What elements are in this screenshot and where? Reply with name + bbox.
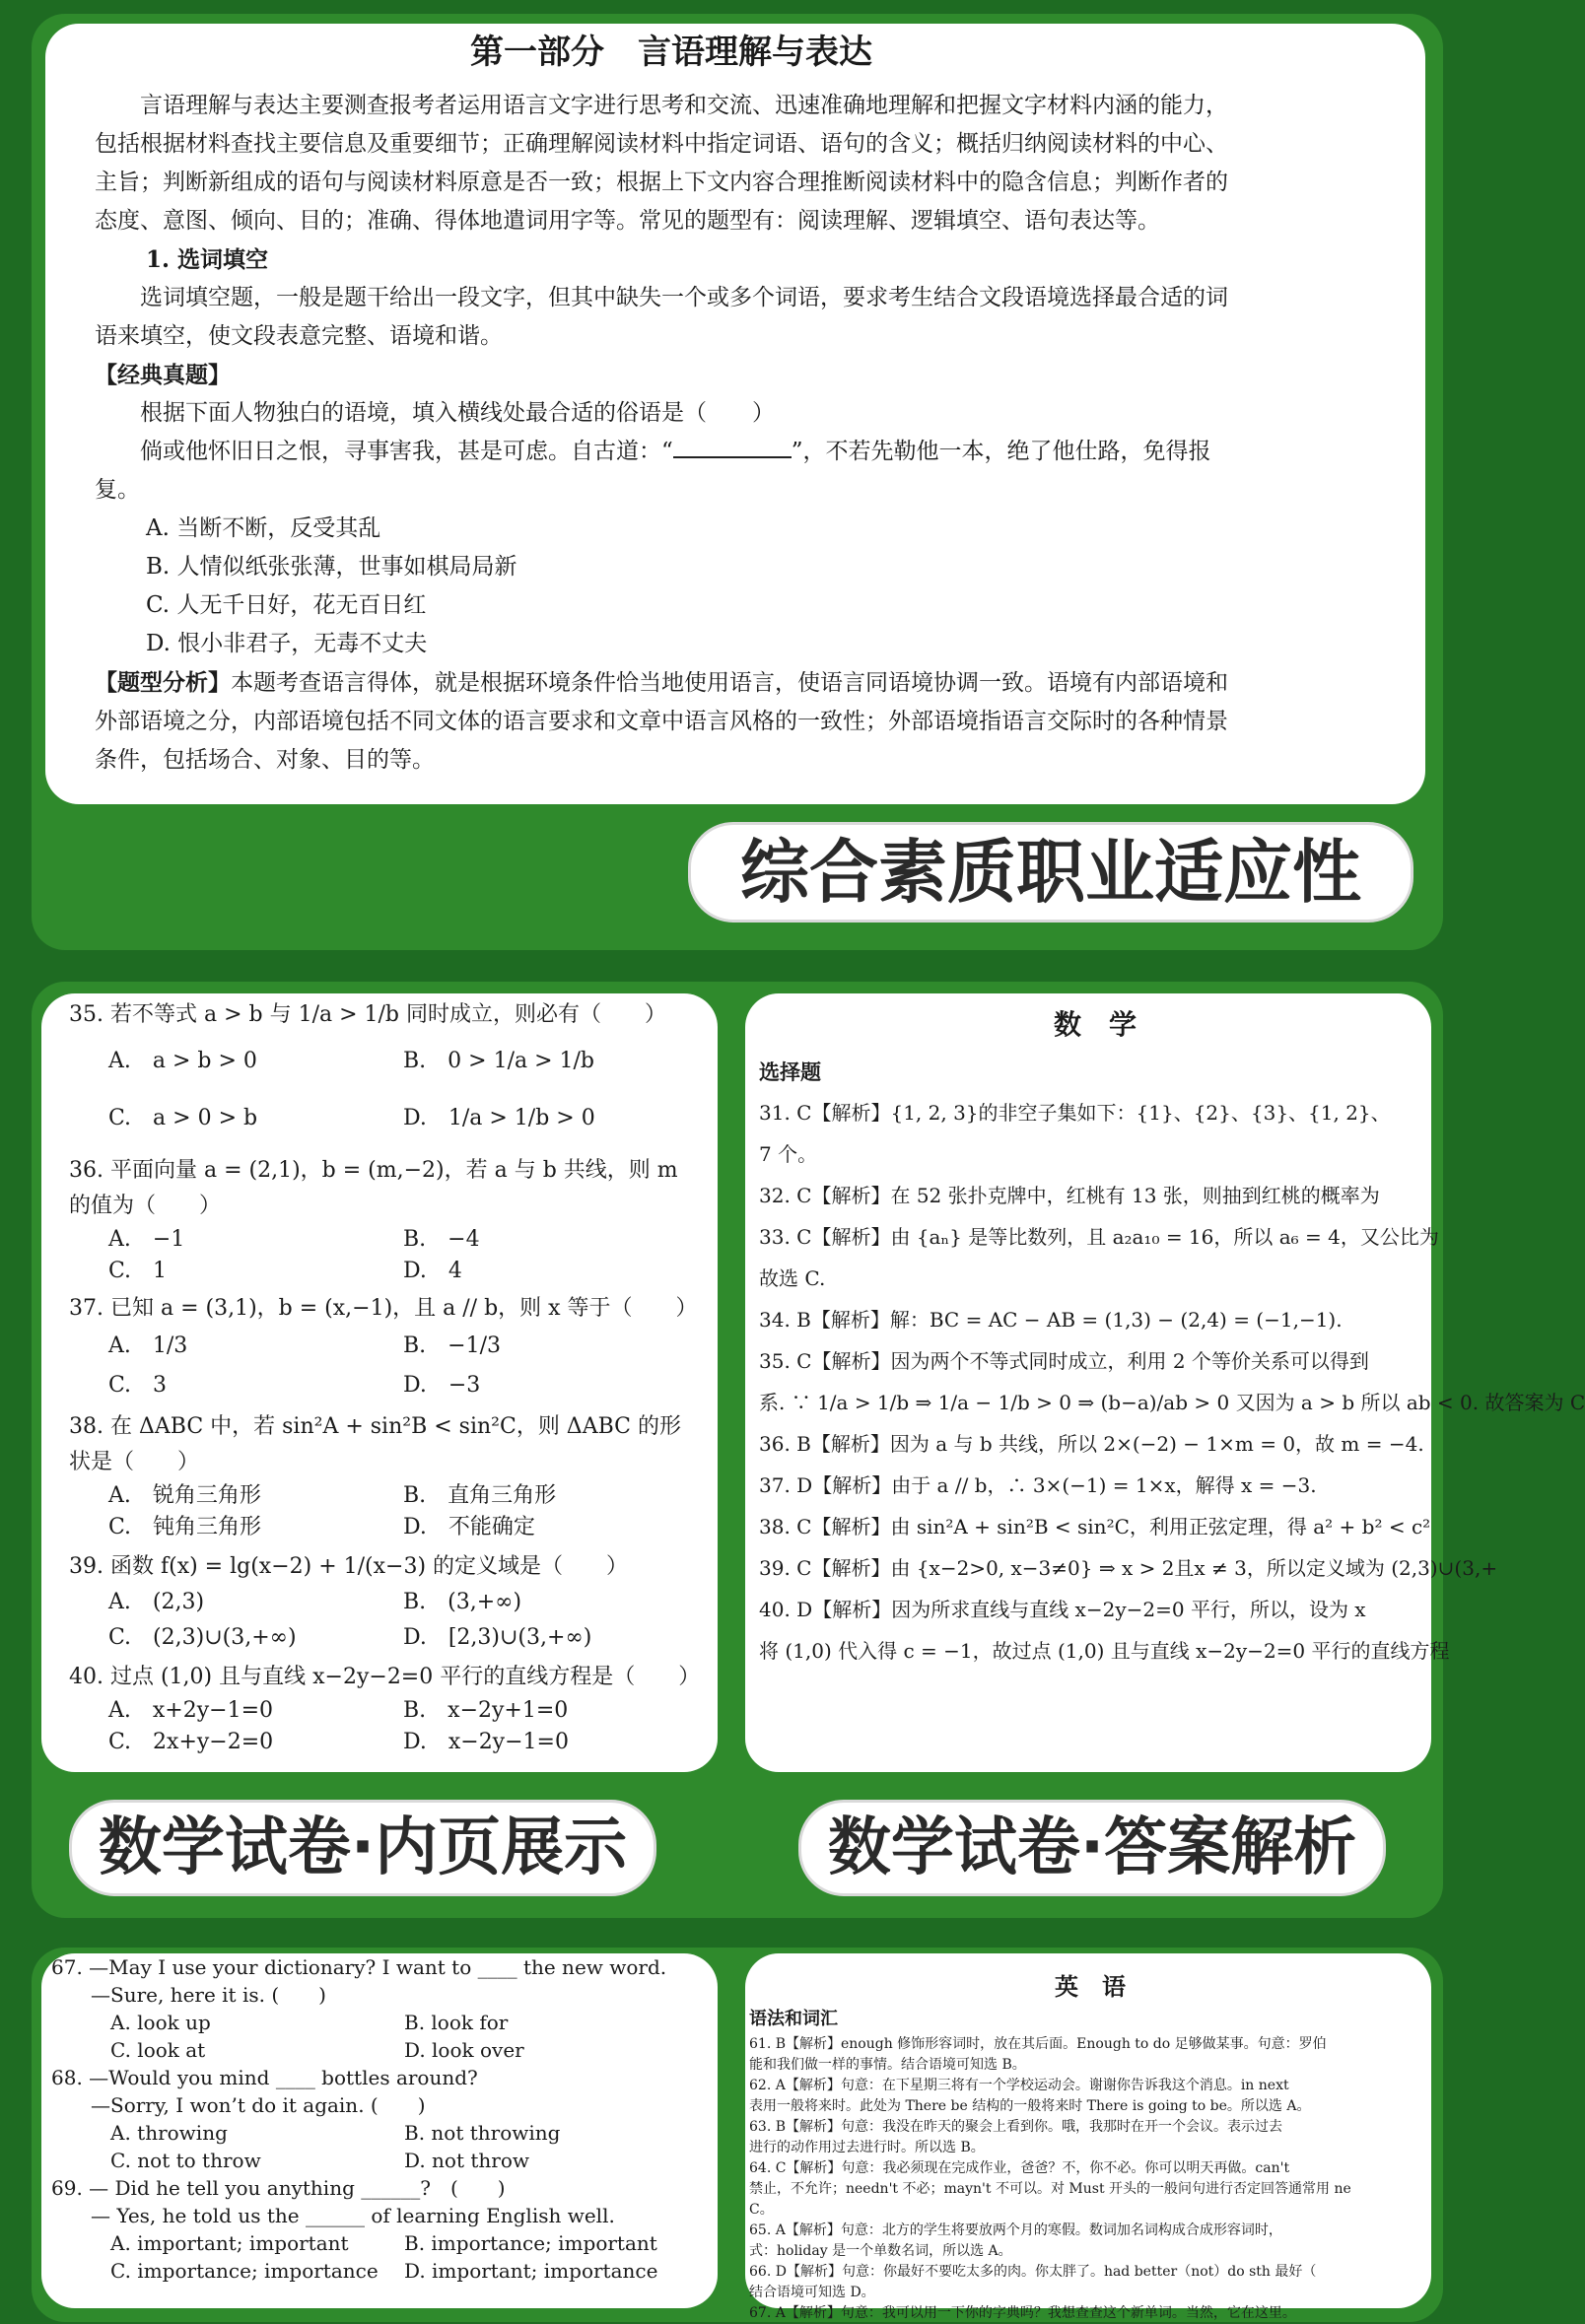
analysis-body: 本题考查语言得体，就是根据环境条件恰当地使用语言，使语言同语境协调一致。语境有内部语境和外部语境之分，内部语境包括不同文体的语言要求和文章中语言风格的一致性；外部语境指语言交际时的各种情景条件，包括场合、对象、目的等。 [95, 670, 1228, 773]
eng-q67-a: A. look up [110, 2011, 211, 2034]
eng-q68-c: C. not to throw [110, 2149, 261, 2172]
math-answers-title: 数 学 [1053, 1008, 1137, 1041]
math-q37-b: B. −1/3 [403, 1333, 502, 1358]
eng-q69a: 69. — Did he tell you anything ______? ( ) [51, 2176, 506, 2200]
eng-answer-list [749, 2034, 1431, 2324]
math-q37-d: D. −3 [403, 1373, 481, 1398]
math-answer-line: 系. ∵ 1/a > 1/b ⇒ 1/a − 1/b > 0 ⇒ (b−a)/ab > 0 又因为 a > b 所以 ab < 0. 故答案为 C [759, 1391, 1585, 1414]
math-q40-b: B. x−2y+1=0 [403, 1698, 569, 1723]
math-q40: 40. 过点 (1,0) 且与直线 x−2y−2=0 平行的直线方程是（ ） [69, 1665, 701, 1689]
card-verbal-page [45, 24, 1425, 804]
math-q39: 39. 函数 f(x) = lg(x−2) + 1/(x−3) 的定义域是（ ） [69, 1554, 629, 1579]
stem-part-a: 倘或他怀旧日之恨，寻事害我，甚是可虑。自古道：“ [140, 439, 673, 464]
option-d: D. 恨小非君子，无毒不丈夫 [146, 631, 428, 656]
fill-blank [673, 456, 792, 458]
card-math-questions [41, 993, 718, 1772]
eng-q68-d: D. not throw [404, 2149, 529, 2172]
eng-q68a: 68. —Would you mind ____ bottles around? [51, 2066, 478, 2089]
math-answer-line: 7 个。 [759, 1142, 818, 1166]
math-q38: 38. 在 ΔABC 中，若 sin²A + sin²B < sin²C，则 ΔABC 的形状是（ ） [69, 1414, 681, 1474]
page-title: 第一部分 言语理解与表达 [470, 33, 872, 72]
math-q40-a: A. x+2y−1=0 [108, 1698, 274, 1723]
eng-answer-line: 65. A【解析】句意：北方的学生将要放两个月的寒假。数词加名词构成合成形容词时， [749, 2222, 1282, 2238]
math-answer-line: 33. C【解析】由 {aₙ} 是等比数列，且 a₂a₁₀ = 16，所以 a₆ = 4，又公比为 [759, 1225, 1439, 1249]
math-q39-a: A. (2,3) [108, 1590, 205, 1614]
card-english-questions [41, 1953, 718, 2308]
eng-answers-title: 英 语 [1055, 1973, 1126, 2001]
math-q37: 37. 已知 a = (3,1)，b = (x,−1)，且 a // b，则 x 等于（ ） [69, 1296, 698, 1321]
eng-q68-b: B. not throwing [404, 2121, 561, 2145]
eng-answer-line: 67. A【解析】句意：我可以用一下你的字典吗？我想查查这个新单词。当然，它在这里。 [749, 2305, 1296, 2321]
math-q36-c: C. 1 [108, 1259, 168, 1283]
math-q35: 35. 若不等式 a > b 与 1/a > 1/b 同时成立，则必有（ ） [69, 1002, 667, 1027]
subheading-text: 选词填空题，一般是题干给出一段文字，但其中缺失一个或多个词语，要求考生结合文段语境选择最合适的词语来填空，使文段表意完整、语境和谐。 [95, 285, 1228, 349]
math-q36-a: A. −1 [108, 1227, 185, 1252]
math-answer-line: 37. D【解析】由于 a // b，∴ 3×(−1) = 1×x，解得 x = −3. [759, 1473, 1317, 1497]
option-a: A. 当断不断，反受其乱 [146, 515, 381, 541]
math-answer-line: 40. D【解析】因为所求直线与直线 x−2y−2=0 平行，所以，设为 x [759, 1598, 1366, 1621]
classic-label: 【经典真题】 [95, 362, 231, 388]
eng-answer-line: 64. C【解析】句意：我必须现在完成作业，爸爸？不，你不必。你可以明天再做。can't [749, 2160, 1290, 2176]
eng-q69-a: A. important; important [110, 2231, 349, 2255]
math-q36-d: D. 4 [403, 1259, 462, 1283]
math-q37-c: C. 3 [108, 1373, 168, 1398]
eng-answer-line: 61. B【解析】enough 修饰形容词时，放在其后面。Enough to do 足够做某事。句意：罗伯 [749, 2036, 1327, 2052]
option-c: C. 人无千日好，花无百日红 [146, 592, 427, 618]
eng-answer-line: 禁止，不允许；needn't 不必；mayn't 不可以。对 Must 开头的一般问句进行否定回答通常用 ne [749, 2181, 1351, 2197]
math-answer-line: 32. C【解析】在 52 张扑克牌中，红桃有 13 张，则抽到红桃的概率为 [759, 1184, 1380, 1207]
eng-answer-line: 进行的动作用过去进行时。所以选 B。 [749, 2140, 985, 2155]
math-answer-line: 故选 C. [759, 1266, 826, 1290]
stem-part-b: ”，不若先勒他一本，绝了他仕路，免得报复。 [95, 439, 1211, 503]
analysis-text [95, 663, 1248, 780]
banner-math-answers: 数学试卷·答案解析 [798, 1800, 1386, 1896]
banner-math-pages: 数学试卷·内页展示 [69, 1800, 656, 1896]
eng-q67-d: D. look over [404, 2038, 524, 2062]
intro-text: 言语理解与表达主要测查报考者运用语言文字进行思考和交流、迅速准确地理解和把握文字材料内涵的能力，包括根据材料查找主要信息及重要细节；正确理解阅读材料中指定词语、语句的含义；概括归纳阅读材料的中心、主旨；判断新组成的语句与阅读材料原意是否一致；根据上下文内容合理推断阅读材料中的隐含信息；判断作者的态度、意图、倾向、目的；准确、得体地遣词用字等。常见的题型有：阅读理解、逻辑填空、语句表达等。 [95, 93, 1228, 234]
eng-answer-line: 结合语境可知选 D。 [749, 2285, 875, 2300]
analysis-label: 【题型分析】 [95, 669, 231, 696]
card-english-answers [745, 1953, 1431, 2321]
math-answer-line: 35. C【解析】因为两个不等式同时成立，利用 2 个等价关系可以得到 [759, 1349, 1369, 1373]
eng-q67a: 67. —May I use your dictionary? I want to ____ the new word. [51, 1955, 667, 1979]
eng-q67-b: B. look for [404, 2011, 509, 2034]
math-q35-d: D. 1/a > 1/b > 0 [403, 1106, 595, 1130]
eng-answer-line: 63. B【解析】句意：我没在昨天的聚会上看到你。哦，我那时在开一个会议。表示过去 [749, 2119, 1283, 2135]
eng-q69b: — Yes, he told us the ______ of learning English well. [91, 2204, 615, 2227]
eng-answer-line: 表用一般将来时。此处为 There be 结构的一般将来时 There is going to be。所以选 A。 [749, 2098, 1311, 2114]
math-q35-a: A. a > b > 0 [108, 1049, 257, 1073]
math-q39-d: D. [2,3)∪(3,+∞) [403, 1625, 592, 1650]
eng-answer-line: 式：holiday 是一个单数名词，所以选 A。 [749, 2243, 1012, 2259]
option-b: B. 人情似纸张张薄，世事如棋局局新 [146, 554, 517, 580]
eng-q67-c: C. look at [110, 2038, 206, 2062]
math-answer-list [759, 1092, 1585, 1672]
math-q38-b: B. 直角三角形 [403, 1483, 557, 1508]
math-q38-c: C. 钝角三角形 [108, 1515, 262, 1539]
eng-q68b: —Sorry, I won’t do it again. ( ) [91, 2093, 426, 2117]
math-q36: 36. 平面向量 a = (2,1)，b = (m,−2)，若 a 与 b 共线，则 m 的值为（ ） [69, 1158, 678, 1218]
math-q37-a: A. 1/3 [108, 1333, 188, 1358]
eng-answer-line: C。 [749, 2202, 774, 2218]
eng-answer-line: 能和我们做一样的事情。结合语境可知选 B。 [749, 2057, 1026, 2073]
math-q39-b: B. (3,+∞) [403, 1590, 522, 1614]
eng-q67b: —Sure, here it is. ( ) [91, 1983, 326, 2007]
card-math-answers [745, 993, 1585, 1772]
question-text: 根据下面人物独白的语境，填入横线处最合适的俗语是（ ） [140, 400, 775, 426]
math-q35-c: C. a > 0 > b [108, 1106, 258, 1130]
eng-q69-c: C. importance; importance [110, 2259, 379, 2283]
math-answer-line: 38. C【解析】由 sin²A + sin²B < sin²C，利用正弦定理，得 a² + b² < c² [759, 1515, 1431, 1538]
eng-answer-line: 62. A【解析】句意：在下星期三将有一个学校运动会。谢谢你告诉我这个消息。in next [749, 2078, 1289, 2093]
math-q39-c: C. (2,3)∪(3,+∞) [108, 1625, 297, 1650]
eng-q68-a: A. throwing [110, 2121, 228, 2145]
question-stem [95, 433, 1248, 510]
math-answer-line: 31. C【解析】{1, 2, 3}的非空子集如下：{1}、{2}、{3}、{1, 2}、 [759, 1101, 1391, 1125]
math-answer-line: 34. B【解析】解：BC = AC − AB = (1,3) − (2,4) = (−1,−1). [759, 1308, 1343, 1332]
eng-q69-b: B. importance; important [404, 2231, 657, 2255]
eng-answer-line: 66. D【解析】句意：你最好不要吃太多的肉。你太胖了。had better（not）do sth 最好（ [749, 2264, 1317, 2280]
math-answer-line: 39. C【解析】由 {x−2>0, x−3≠0} ⇒ x > 2且x ≠ 3，所以定义域为 (2,3)∪(3,+ [759, 1556, 1498, 1580]
math-q38-a: A. 锐角三角形 [108, 1483, 261, 1508]
math-q36-b: B. −4 [403, 1227, 480, 1252]
eng-q69-d: D. important; importance [404, 2259, 658, 2283]
math-answer-line: 36. B【解析】因为 a 与 b 共线，所以 2×(−2) − 1×m = 0，故 m = −4. [759, 1432, 1424, 1456]
math-q40-c: C. 2x+y−2=0 [108, 1730, 274, 1754]
math-q35-b: B. 0 > 1/a > 1/b [403, 1049, 595, 1073]
math-q38-d: D. 不能确定 [403, 1515, 535, 1539]
math-answers-section: 选择题 [759, 1059, 821, 1084]
math-q40-d: D. x−2y−1=0 [403, 1730, 569, 1754]
eng-answers-section: 语法和词汇 [749, 2009, 838, 2029]
subheading-xuanci: 1. 选词填空 [146, 246, 269, 273]
banner-zonghe: 综合素质职业适应性 [688, 822, 1413, 923]
math-answer-line: 将 (1,0) 代入得 c = −1，故过点 (1,0) 且与直线 x−2y−2=0 平行的直线方程 [759, 1639, 1450, 1663]
